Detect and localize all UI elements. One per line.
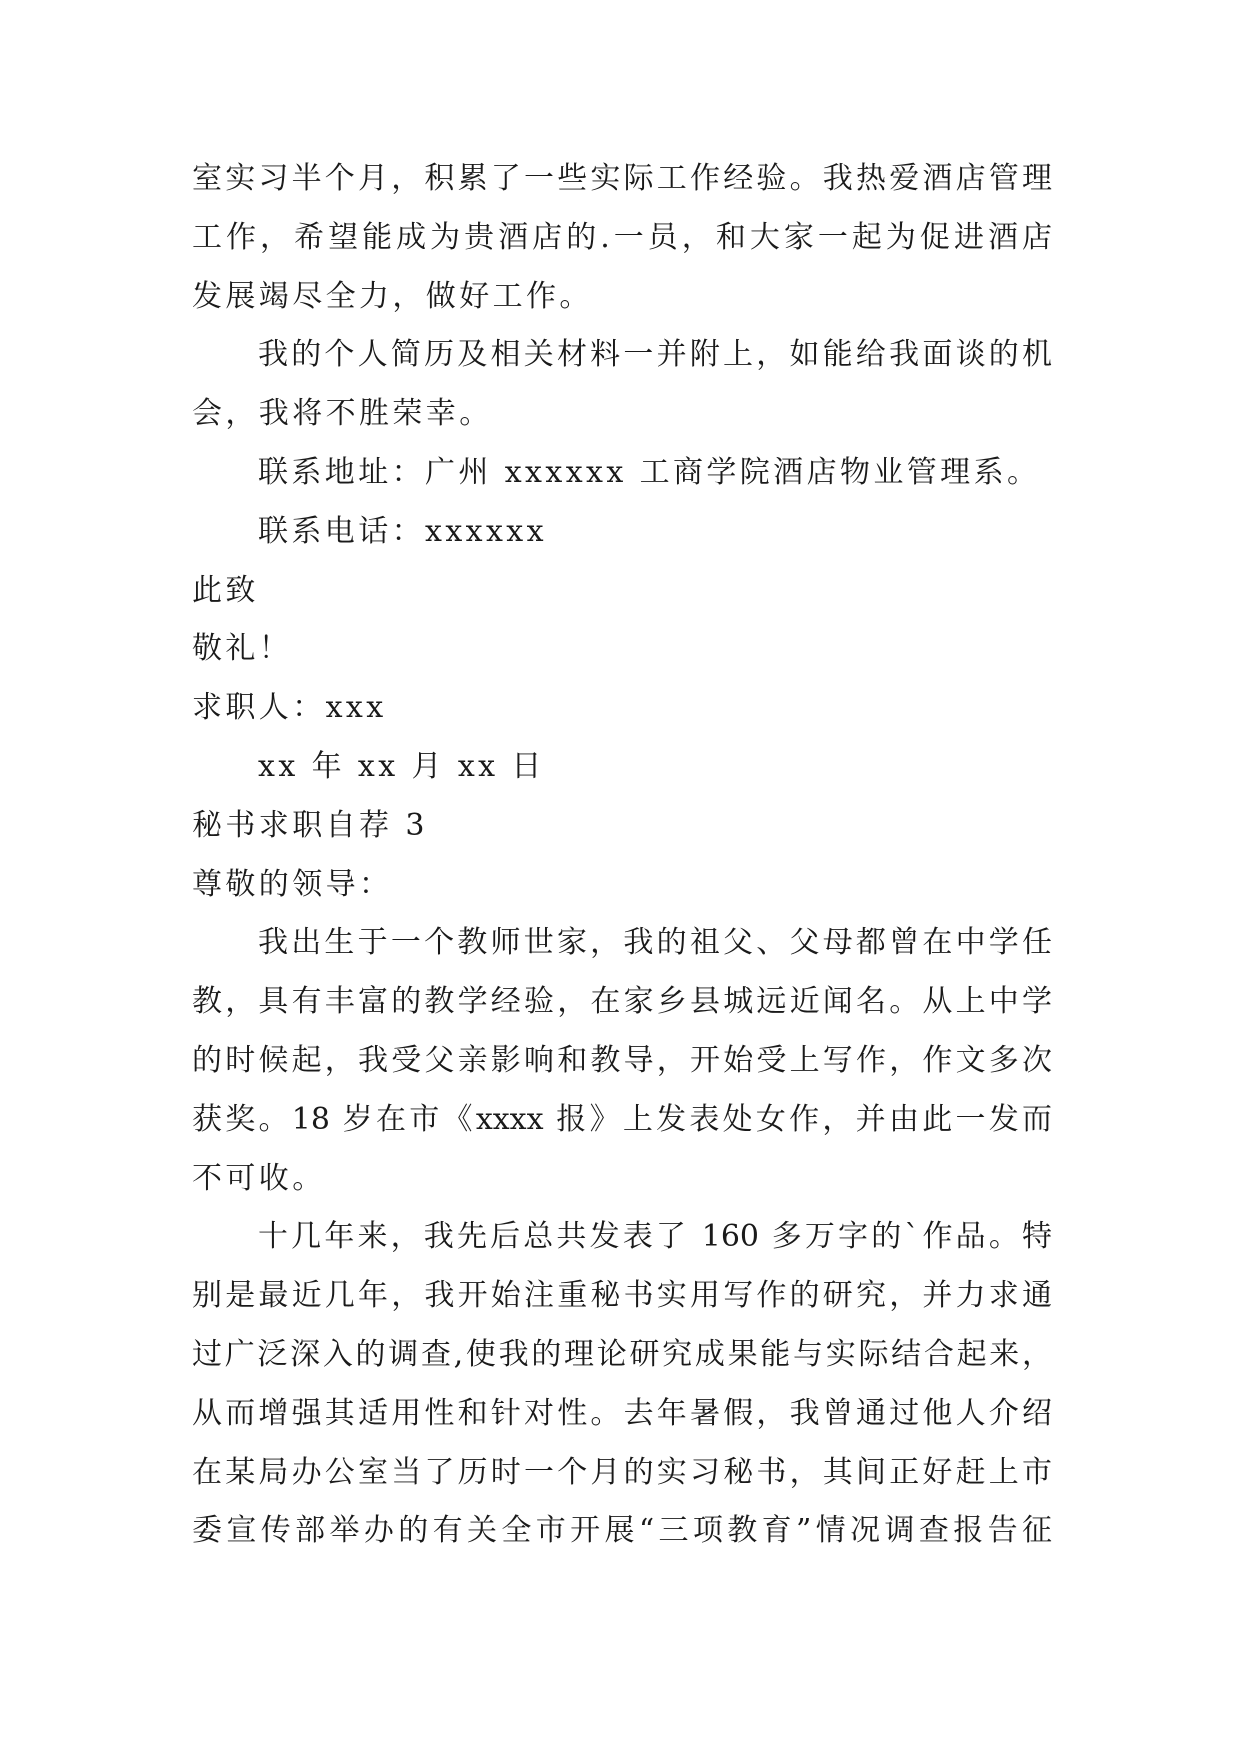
text-line: 教，具有丰富的教学经验，在家乡县城远近闻名。从上中学	[192, 984, 1052, 1020]
applicant-signature: 求职人：xxx	[192, 690, 387, 726]
text-line: 会，我将不胜荣幸。	[192, 396, 493, 432]
closing-greeting: 此致	[192, 572, 259, 608]
section-title: 秘书求职自荐 3	[192, 807, 428, 843]
text-line: 在某局办公室当了历时一个月的实习秘书，其间正好赶上市	[192, 1454, 1052, 1490]
text-line: 十几年来，我先后总共发表了 160 多万字的`作品。特	[258, 1219, 1052, 1255]
text-line: 我出生于一个教师世家，我的祖父、父母都曾在中学任	[258, 925, 1052, 961]
text-line: 发展竭尽全力，做好工作。	[192, 278, 593, 314]
text-line: 获奖。18 岁在市《xxxx 报》上发表处女作，并由此一发而	[192, 1101, 1052, 1137]
salutation: 尊敬的领导：	[192, 866, 393, 902]
text-line: 我的个人简历及相关材料一并附上，如能给我面谈的机	[258, 337, 1052, 373]
text-line: 不可收。	[192, 1160, 326, 1196]
closing-salute: 敬礼！	[192, 631, 293, 667]
text-line: 从而增强其适用性和针对性。去年暑假，我曾通过他人介绍	[192, 1395, 1052, 1431]
text-line: 的时候起，我受父亲影响和教导，开始受上写作，作文多次	[192, 1042, 1052, 1078]
contact-address: 联系地址：广州 xxxxxx 工商学院酒店物业管理系。	[258, 454, 1041, 490]
text-line: 工作，希望能成为贵酒店的.一员，和大家一起为促进酒店	[192, 219, 1052, 255]
contact-phone: 联系电话：xxxxxx	[258, 513, 547, 549]
text-line: 别是最近几年，我开始注重秘书实用写作的研究，并力求通	[192, 1278, 1052, 1314]
text-line: 室实习半个月，积累了一些实际工作经验。我热爱酒店管理	[192, 161, 1052, 196]
letter-date: xx 年 xx 月 xx 日	[258, 748, 545, 784]
text-line: 委宣传部举办的有关全市开展“三项教育”情况调查报告征	[192, 1513, 1052, 1549]
letter-body	[192, 150, 1052, 1561]
text-line: 过广泛深入的调查,使我的理论研究成果能与实际结合起来，	[192, 1336, 1052, 1372]
